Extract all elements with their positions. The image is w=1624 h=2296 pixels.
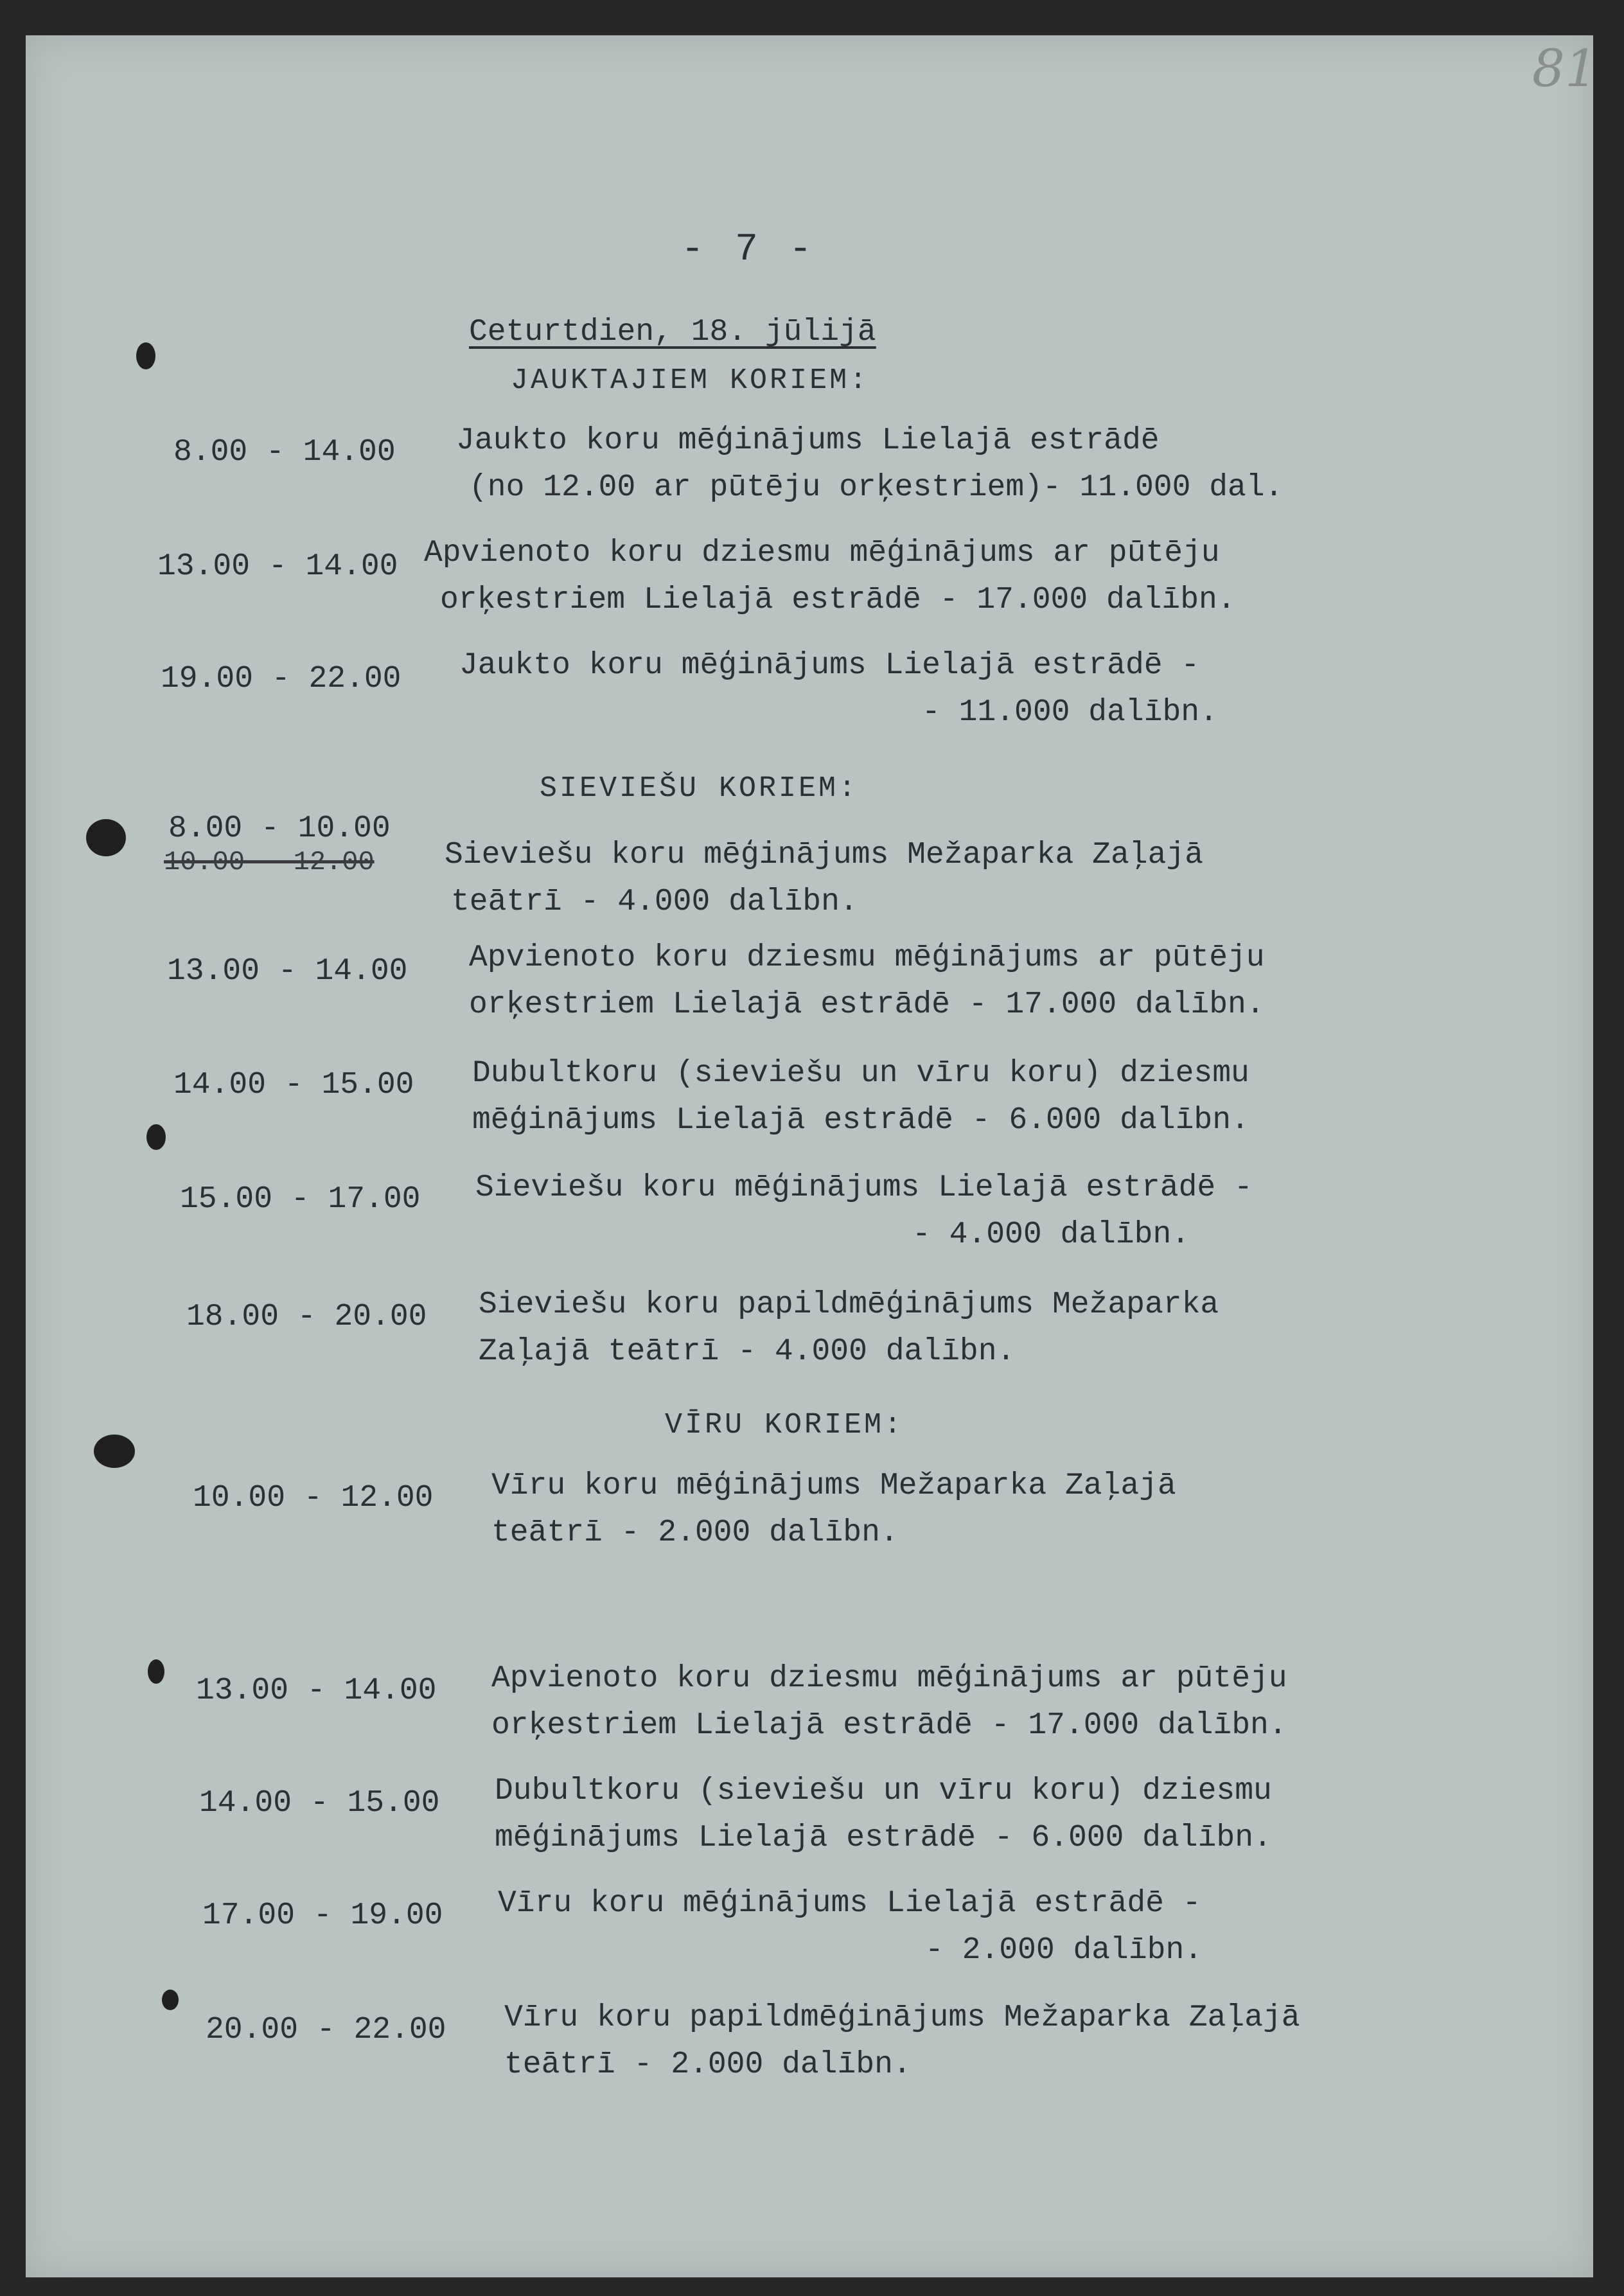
schedule-description: Vīru koru papildmēģinājums Mežaparka Zaļajā teātrī - 2.000 dalībn. [504, 2000, 1300, 2082]
schedule-description: Sieviešu koru papildmēģinājums Mežaparka Zaļajā teātrī - 4.000 dalībn. [479, 1287, 1219, 1369]
schedule-description: Dubultkoru (sieviešu un vīru koru) dziesmu mēģinājums Lielajā estrādē - 6.000 dalībn. [472, 1056, 1249, 1138]
section-heading-mens-choirs: VĪRU KORIEM: [665, 1409, 905, 1442]
schedule-time: 18.00 - 20.00 [186, 1300, 427, 1334]
schedule-description: Sieviešu koru mēģinājums Lielajā estrādē - - 4.000 dalībn. [475, 1170, 1253, 1252]
section-heading-mixed-choirs: JAUKTAJIEM KORIEM: [511, 364, 870, 397]
schedule-description: Apvienoto koru dziesmu mēģinājums ar pūtēju orķestriem Lielajā estrādē - 17.000 dalībn. [424, 536, 1236, 617]
schedule-time: 13.00 - 14.00 [157, 549, 398, 584]
punch-hole [162, 1990, 179, 2010]
schedule-description: Jaukto koru mēģinājums Lielajā estrādē (no 12.00 ar pūtēju orķestriem)- 11.000 dal. [456, 423, 1284, 505]
schedule-time: 13.00 - 14.00 [167, 954, 408, 989]
section-heading-womens-choirs: SIEVIEŠU KORIEM: [540, 772, 859, 805]
schedule-time: 17.00 - 19.00 [202, 1898, 443, 1933]
punch-hole [136, 342, 155, 369]
schedule-description: Vīru koru mēģinājums Mežaparka Zaļajā teātrī - 2.000 dalībn. [491, 1469, 1176, 1550]
document-page [26, 35, 1598, 2277]
crossed-out-time: 10.00 - 12.00 [164, 847, 375, 878]
punch-hole [94, 1435, 135, 1468]
schedule-time: 14.00 - 15.00 [173, 1068, 414, 1102]
schedule-description: Jaukto koru mēģinājums Lielajā estrādē - - 11.000 dalībn. [459, 648, 1218, 730]
schedule-description: Sieviešu koru mēģinājums Mežaparka Zaļajā teātrī - 4.000 dalībn. [445, 838, 1203, 919]
punch-hole [148, 1659, 164, 1684]
schedule-description: Apvienoto koru dziesmu mēģinājums ar pūtēju orķestriem Lielajā estrādē - 17.000 dalībn. [469, 940, 1265, 1022]
schedule-time: 8.00 - 14.00 [173, 435, 396, 470]
schedule-time: 8.00 - 10.00 [168, 811, 391, 846]
schedule-time: 20.00 - 22.00 [206, 2013, 446, 2047]
schedule-time: 19.00 - 22.00 [161, 662, 402, 696]
schedule-description: Apvienoto koru dziesmu mēģinājums ar pūtēju orķestriem Lielajā estrādē - 17.000 dalībn. [491, 1661, 1287, 1743]
date-heading: Ceturtdien, 18. jūlijā [469, 315, 876, 349]
schedule-time: 15.00 - 17.00 [180, 1182, 421, 1217]
schedule-description: Vīru koru mēģinājums Lielajā estrādē - - 2.000 dalībn. [498, 1886, 1203, 1968]
schedule-time: 14.00 - 15.00 [199, 1786, 440, 1821]
schedule-time: 13.00 - 14.00 [196, 1673, 437, 1708]
archive-page-number: 81 [1532, 39, 1598, 98]
page-number: - 7 - [681, 228, 816, 272]
punch-hole [86, 819, 126, 856]
punch-hole [146, 1124, 166, 1150]
schedule-time: 10.00 - 12.00 [193, 1481, 434, 1515]
schedule-description: Dubultkoru (sieviešu un vīru koru) dziesmu mēģinājums Lielajā estrādē - 6.000 dalībn. [495, 1774, 1272, 1855]
